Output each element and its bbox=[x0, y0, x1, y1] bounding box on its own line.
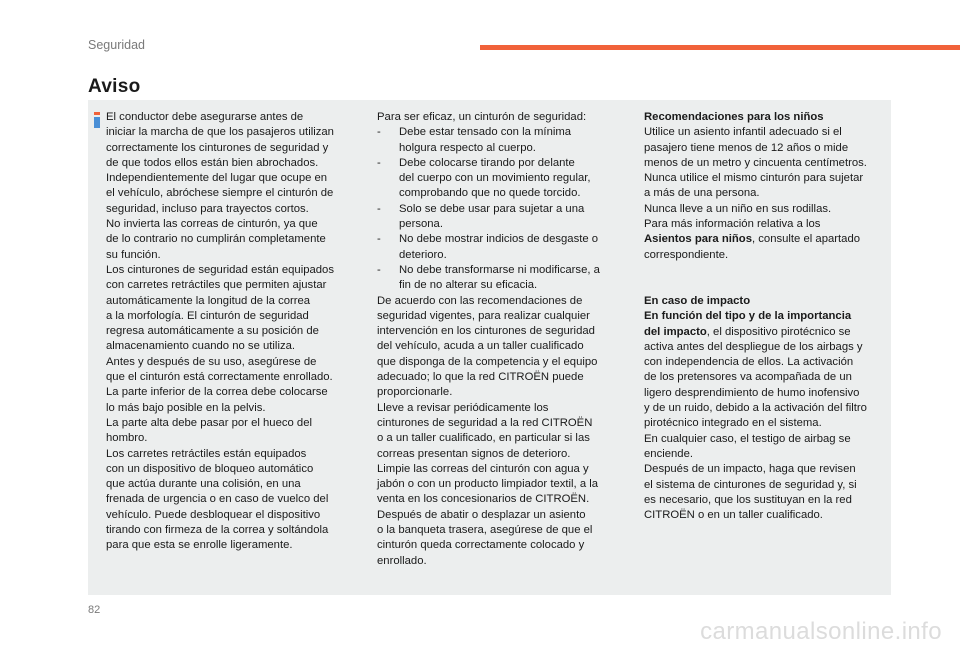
text-line: Antes y después de su uso, asegúrese de bbox=[106, 355, 317, 368]
text-line: holgura respecto al cuerpo. bbox=[399, 141, 536, 154]
spacer bbox=[644, 263, 888, 294]
text-line: que disponga de la competencia y el equipo bbox=[377, 355, 598, 368]
text-line: que actúa durante una colisión, en una bbox=[106, 478, 301, 491]
text-line: cinturón queda correctamente colocado y bbox=[377, 539, 585, 552]
text-line: con independencia de ellos. La activación bbox=[644, 356, 854, 369]
text-line: De acuerdo con las recomendaciones de bbox=[377, 294, 583, 307]
text-line: enrollado. bbox=[377, 554, 427, 567]
text-line: comprobando que no quede torcido. bbox=[399, 187, 581, 200]
list-item bbox=[377, 125, 622, 156]
list-item bbox=[377, 263, 622, 294]
text-line: correspondiente. bbox=[644, 248, 729, 261]
text-line: hombro. bbox=[106, 432, 148, 445]
text-line: venta en los concesionarios de CITROËN. bbox=[377, 493, 590, 506]
text-line: Nunca lleve a un niño en sus rodillas. bbox=[644, 202, 832, 215]
text-line: Limpie las correas del cinturón con agua y bbox=[377, 462, 589, 475]
text-line: el sistema de cinturones de seguridad y, si bbox=[644, 478, 857, 491]
text-line: ligero desprendimiento de humo inofensivo bbox=[644, 386, 860, 399]
text-line: o a un taller cualificado, en particular si las bbox=[377, 432, 590, 445]
subheading-children: Recomendaciones para los niños bbox=[644, 111, 824, 123]
list-item bbox=[377, 202, 622, 233]
text-line: regresa automáticamente a su posición de bbox=[106, 325, 319, 338]
text-line: del cuerpo con un movimiento regular, bbox=[399, 172, 591, 185]
page-title: Aviso bbox=[88, 76, 141, 97]
text-line: de que todos ellos están bien abrochados. bbox=[106, 156, 319, 169]
text-line: y de un ruido, debido a la activación del filtro bbox=[644, 402, 867, 415]
text-line: Después de un impacto, haga que revisen bbox=[644, 463, 856, 476]
text-line: a más de una persona. bbox=[644, 187, 760, 200]
section-label: Seguridad bbox=[88, 38, 145, 52]
text-line: a la morfología. El cinturón de seguridad bbox=[106, 309, 309, 322]
text-line: correas presentan signos de deterioro. bbox=[377, 447, 571, 460]
text-line: activa antes del despliegue de los airbags y bbox=[644, 340, 863, 353]
list-dash: - bbox=[377, 156, 381, 169]
text-fragment: , el dispositivo pirotécnico se bbox=[706, 325, 851, 338]
text-line: Nunca utilice el mismo cinturón para sujetar bbox=[644, 172, 864, 185]
list-dash: - bbox=[377, 263, 381, 276]
column-children-and-impact bbox=[644, 110, 888, 523]
text-line: Debe estar tensado con la mínima bbox=[399, 126, 572, 139]
text-line: seguridad, incluso para trayectos cortos. bbox=[106, 202, 309, 215]
column-seatbelt-usage bbox=[106, 110, 354, 554]
text-line: pirotécnico integrado en el sistema. bbox=[644, 417, 822, 430]
list-item bbox=[377, 156, 622, 202]
text-line: pasajero tiene menos de 12 años o mide bbox=[644, 141, 849, 154]
text-line: Los carretes retráctiles están equipados bbox=[106, 447, 307, 460]
text-line: menos de un metro y cincuenta centímetros. bbox=[644, 156, 867, 169]
subheading-impact: En caso de impacto bbox=[644, 294, 751, 307]
text-line: para que esta se enrolle ligeramente. bbox=[106, 539, 293, 552]
text-line: CITROËN o en un taller cualificado. bbox=[644, 509, 823, 522]
text-line: No invierta las correas de cinturón, ya que bbox=[106, 218, 318, 231]
text-line: seguridad vigentes, para realizar cualquier bbox=[377, 309, 590, 322]
text-line: lo más bajo posible en la pelvis. bbox=[106, 401, 266, 414]
text-line: del vehículo, acuda a un taller cualificado bbox=[377, 340, 584, 353]
text-line: persona. bbox=[399, 218, 443, 231]
text-line: el vehículo, abróchese siempre el cinturón de bbox=[106, 187, 334, 200]
text-line: Independientemente del lugar que ocupe en bbox=[106, 172, 328, 185]
text-line: Utilice un asiento infantil adecuado si el bbox=[644, 126, 842, 139]
text-line: La parte alta debe pasar por el hueco del bbox=[106, 416, 313, 429]
text-line: su función. bbox=[106, 248, 161, 261]
text-line: que el cinturón está correctamente enrollado. bbox=[106, 371, 333, 384]
text-line: No debe mostrar indicios de desgaste o bbox=[399, 233, 599, 246]
watermark: carmanualsonline.info bbox=[700, 618, 942, 645]
text-line: Solo se debe usar para sujetar a una bbox=[399, 202, 585, 215]
text-line bbox=[644, 232, 888, 247]
text-line: Los cinturones de seguridad están equipados bbox=[106, 263, 334, 276]
text-line: con carretes retráctiles que permiten ajustar bbox=[106, 279, 327, 292]
text-line: En función del tipo y de la importancia bbox=[644, 310, 852, 323]
text-line: jabón o con un producto limpiador textil, a la bbox=[377, 478, 599, 491]
text-line: Lleve a revisar periódicamente los bbox=[377, 401, 549, 414]
page-number: 82 bbox=[88, 604, 101, 616]
info-i-icon bbox=[94, 112, 100, 128]
list-dash: - bbox=[377, 126, 381, 139]
text-line: de lo contrario no cumplirán completamente bbox=[106, 233, 326, 246]
column-seatbelt-efficacy bbox=[377, 110, 622, 569]
text-line: iniciar la marcha de que los pasajeros utilizan bbox=[106, 126, 334, 139]
text-line: No debe transformarse ni modificarse, a bbox=[399, 263, 600, 276]
text-line: correctamente los cinturones de seguridad y bbox=[106, 141, 329, 154]
text-line: enciende. bbox=[644, 447, 693, 460]
text-line: o la banqueta trasera, asegúrese de que el bbox=[377, 524, 593, 537]
list-item bbox=[377, 232, 622, 263]
text-line: de los pretensores va acompañada de un bbox=[644, 371, 852, 384]
section-accent-bar bbox=[480, 45, 960, 50]
text-line: automáticamente la longitud de la correa bbox=[106, 294, 311, 307]
text-line: La parte inferior de la correa debe colocarse bbox=[106, 386, 328, 399]
intro-line: Para ser eficaz, un cinturón de seguridad: bbox=[377, 111, 587, 123]
text-line: cinturones de seguridad a la red CITROËN bbox=[377, 416, 593, 429]
text-line: El conductor debe asegurarse antes de bbox=[106, 111, 304, 123]
text-line: almacenamiento cuando no se utiliza. bbox=[106, 340, 296, 353]
text-line: con un dispositivo de bloqueo automático bbox=[106, 462, 314, 475]
text-line bbox=[644, 325, 888, 340]
child-seats-reference[interactable]: Asientos para niños bbox=[644, 233, 752, 246]
text-line: intervención en los cinturones de seguridad bbox=[377, 325, 595, 338]
list-dash: - bbox=[377, 233, 381, 246]
text-line: fin de no alterar su eficacia. bbox=[399, 279, 538, 292]
text-line: Después de abatir o desplazar un asiento bbox=[377, 508, 586, 521]
text-line: Para más información relativa a los bbox=[644, 218, 821, 231]
text-line: frenada de urgencia o en caso de vuelco del bbox=[106, 493, 329, 506]
text-line: En cualquier caso, el testigo de airbag se bbox=[644, 432, 851, 445]
text-fragment-bold: del impacto bbox=[644, 325, 707, 338]
text-line: Debe colocarse tirando por delante bbox=[399, 156, 575, 169]
text-line: proporcionarle. bbox=[377, 386, 453, 399]
text-line: adecuado; lo que la red CITROËN puede bbox=[377, 371, 584, 384]
text-line: tirando con firmeza de la correa y soltándola bbox=[106, 524, 329, 537]
list-dash: - bbox=[377, 202, 381, 215]
text-line: es necesario, que los sustituyan en la red bbox=[644, 493, 852, 506]
text-line: vehículo. Puede desbloquear el dispositivo bbox=[106, 508, 321, 521]
text-line: deterioro. bbox=[399, 248, 447, 261]
text-fragment: , consulte el apartado bbox=[751, 233, 861, 246]
